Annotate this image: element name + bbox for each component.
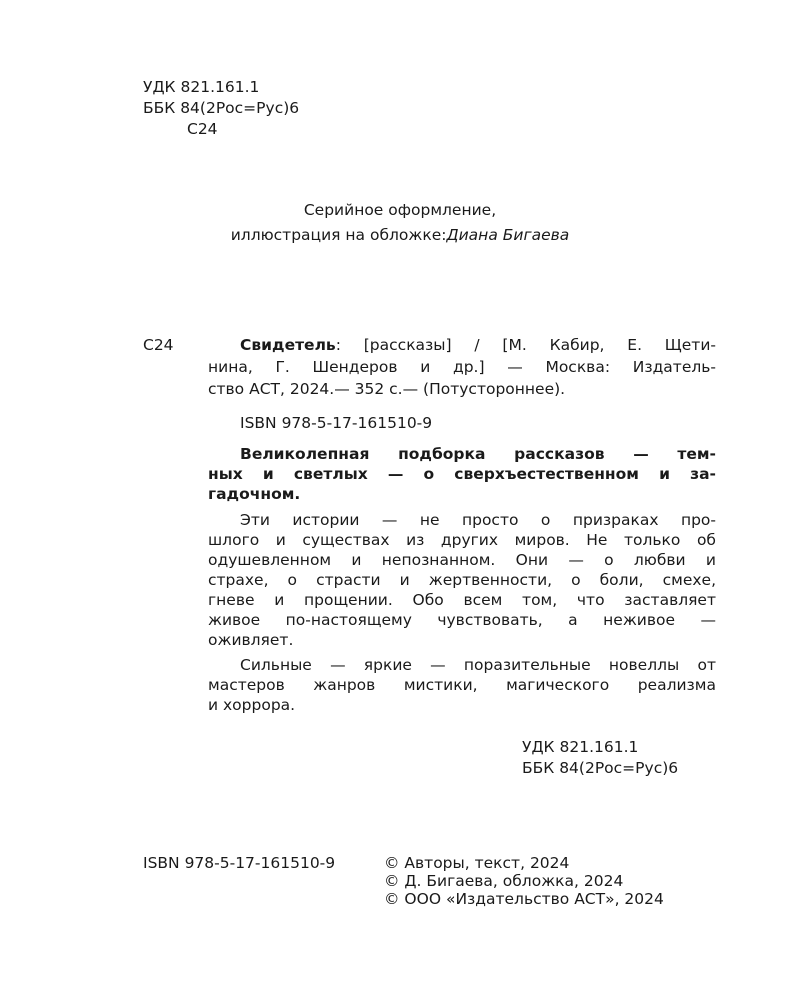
annotation-p2-line-1: Сильные — яркие — поразительные новеллы от xyxy=(240,656,716,674)
copyright-cover: © Д. Бигаева, обложка, 2024 xyxy=(384,872,624,890)
annotation-p2-line-2: мастеров жанров мистики, магического реализма xyxy=(208,676,716,694)
entry-line-3: ство АСТ, 2024.— 352 с.— (Потустороннее). xyxy=(208,380,566,398)
annotation-p1-line-1: Эти истории — не просто о призраках про- xyxy=(240,511,716,529)
annotation-lead-line-1: Великолепная подборка рассказов — тем- xyxy=(240,445,716,463)
illustrator-name: Диана Бигаева xyxy=(446,226,570,244)
footer-isbn: ISBN 978-5-17-161510-9 xyxy=(143,854,336,872)
annotation-p1-line-4: страхе, о страсти и жертвенности, о боли, смехе, xyxy=(208,571,716,589)
annotation-p1-line-7: оживляет. xyxy=(208,631,294,649)
bbk-code-bottom: ББК 84(2Рос=Рус)6 xyxy=(522,759,679,777)
illustration-credit xyxy=(0,225,800,245)
annotation-p2-line-3: и хоррора. xyxy=(208,696,296,714)
book-title: Свидетель xyxy=(240,336,336,354)
bbk-code-top: ББК 84(2Рос=Рус)6 xyxy=(143,99,300,117)
entry-isbn: ISBN 978-5-17-161510-9 xyxy=(240,414,433,432)
entry-author-mark: С24 xyxy=(143,336,174,354)
annotation-lead-line-2: ных и светлых — о сверхъестественном и за- xyxy=(208,465,716,483)
illustration-credit-label: иллюстрация на обложке: xyxy=(230,226,447,244)
annotation-p1-line-3: одушевленном и непознанном. Они — о любви и xyxy=(208,551,716,569)
udk-code-top: УДК 821.161.1 xyxy=(143,78,260,96)
entry-line-2: нина, Г. Шендеров и др.] — Москва: Издатель- xyxy=(208,358,716,376)
udk-code-bottom: УДК 821.161.1 xyxy=(522,738,639,756)
annotation-p1-line-2: шлого и существах из других миров. Не только об xyxy=(208,531,716,549)
author-mark-top: С24 xyxy=(187,120,218,138)
entry-line-1 xyxy=(240,335,716,355)
annotation-p1-line-5: гневе и прощении. Обо всем том, что заставляет xyxy=(208,591,716,609)
annotation-lead-line-3: гадочном. xyxy=(208,485,301,503)
entry-line-1-rest: : [рассказы] / [М. Кабир, Е. Щети- xyxy=(335,336,716,354)
series-design-credit: Серийное оформление, xyxy=(303,201,497,219)
annotation-p1-line-6: живое по-настоящему чувствовать, а неживое — xyxy=(208,611,716,629)
copyright-publisher: © ООО «Издательство АСТ», 2024 xyxy=(384,890,664,908)
copyright-authors: © Авторы, текст, 2024 xyxy=(384,854,570,872)
